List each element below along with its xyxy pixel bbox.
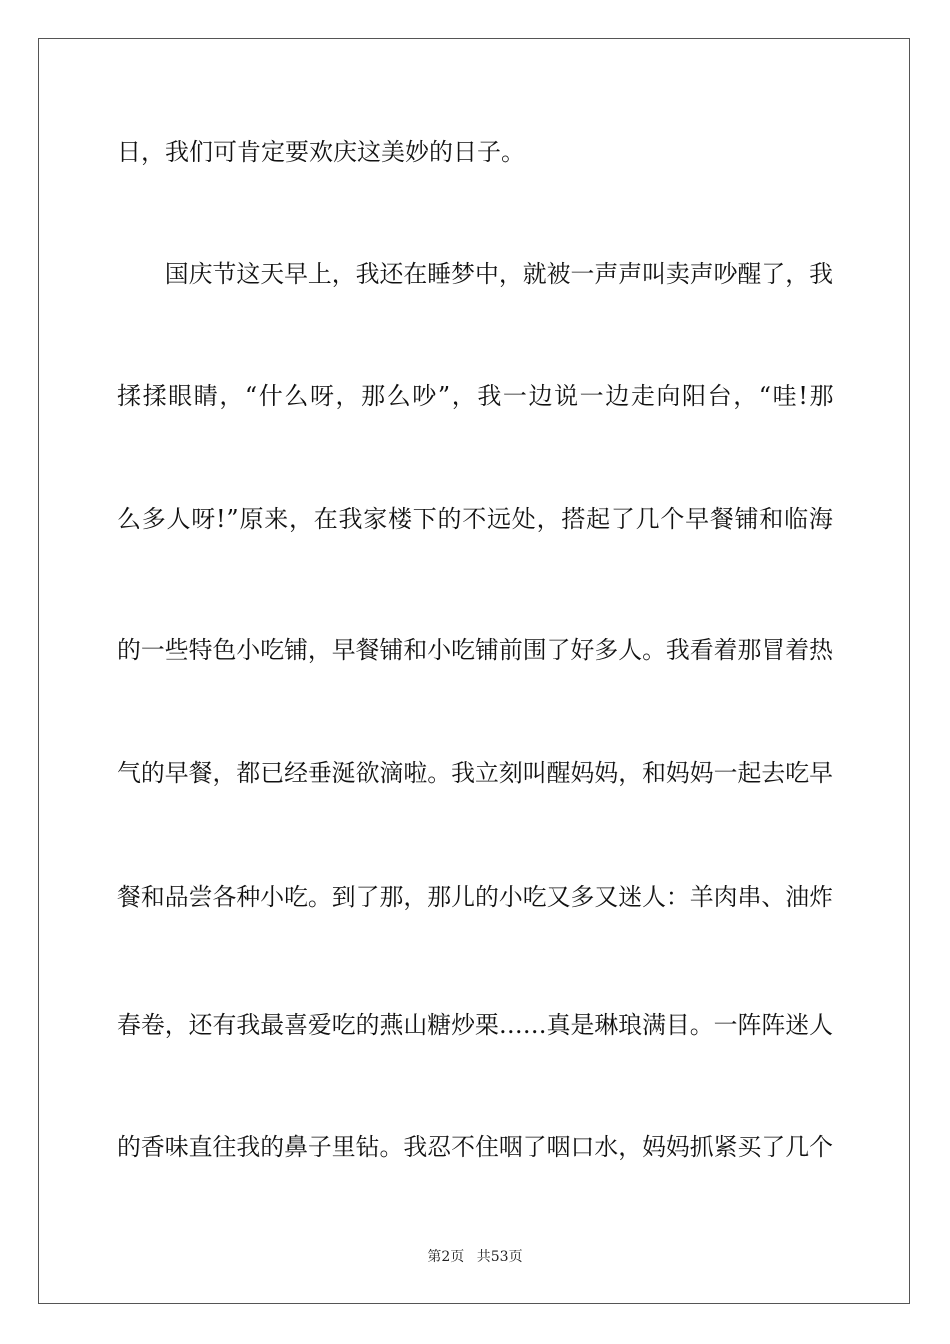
body-line-7: 餐和品尝各种小吃。到了那，那儿的小吃又多又迷人：羊肉串、油炸: [117, 883, 833, 911]
body-line-3: 揉揉眼睛，“什么呀，那么吵”，我一边说一边走向阳台，“哇!那: [117, 382, 836, 410]
body-line-5: 的一些特色小吃铺，早餐铺和小吃铺前围了好多人。我看着那冒着热: [117, 636, 833, 664]
body-line-1: 日，我们可肯定要欢庆这美妙的日子。: [117, 138, 525, 166]
body-line-6: 气的早餐，都已经垂涎欲滴啦。我立刻叫醒妈妈，和妈妈一起去吃早: [117, 759, 833, 787]
page-border: [38, 38, 910, 1304]
body-line-4: 么多人呀!”原来，在我家楼下的不远处，搭起了几个早餐铺和临海: [117, 505, 834, 533]
body-line-9: 的香味直往我的鼻子里钻。我忍不住咽了咽口水，妈妈抓紧买了几个: [117, 1133, 833, 1161]
page-total: 共53页: [476, 1249, 523, 1265]
body-line-8: 春卷，还有我最喜爱吃的燕山糖炒栗……真是琳琅满目。一阵阵迷人: [117, 1011, 833, 1039]
page-footer: [0, 1248, 950, 1266]
page-number: 第2页: [427, 1249, 465, 1265]
body-line-2: 国庆节这天早上，我还在睡梦中，就被一声声叫卖声吵醒了，我: [117, 260, 833, 288]
